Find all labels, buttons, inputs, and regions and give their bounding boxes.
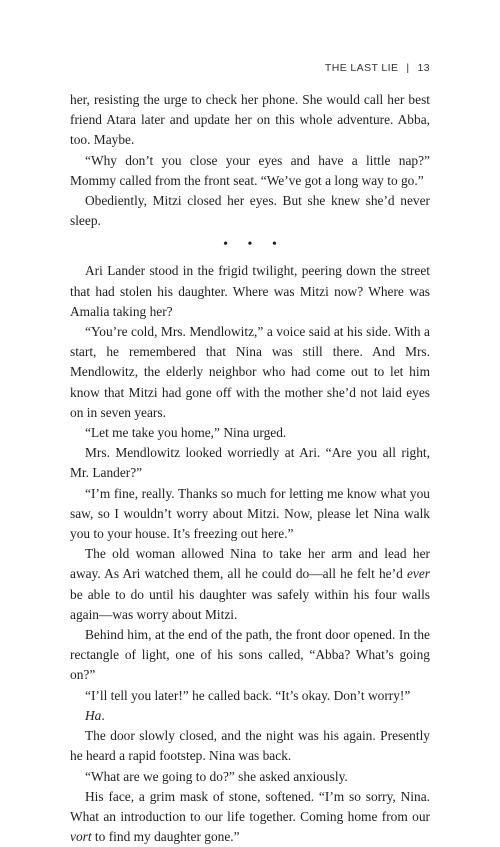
paragraph: “I’ll tell you later!” he called back. “It’s okay. Don’t worry!” <box>85 687 411 703</box>
emphasis: Ha <box>85 707 102 723</box>
scene-break: • • • <box>223 237 285 253</box>
paragraph: “I’m fine, really. Thanks so much for letting me know what you saw, so I wouldn’t worry about Mitzi. Now, please let Nina walk you to your house. It’s freezing out here.” <box>70 485 430 542</box>
paragraph: Obediently, Mitzi closed her eyes. But she knew she’d never sleep. <box>70 193 430 229</box>
paragraph: “You’re cold, Mrs. Mendlowitz,” a voice said at his side. With a start, he remembered that Nina was still there. And Mrs. Mendlowitz, the elderly neighbor who had come out to let him know that Mitzi had gone off with the mother she’d not laid eyes on in seven years. <box>70 324 430 420</box>
text-run: The old woman allowed Nina to take her arm and lead her away. As Ari watched them, all he could do—all he felt he’d <box>70 546 430 582</box>
paragraph <box>70 706 430 726</box>
body-text <box>70 90 430 847</box>
page-number: 13 <box>417 62 430 74</box>
paragraph <box>70 787 430 847</box>
paragraph: Ari Lander stood in the frigid twilight, peering down the street that had stolen his daughter. Where was Mitzi now? Where was Amalia taking her? <box>70 263 430 319</box>
running-head <box>325 62 430 74</box>
text-run: to find my daughter gone.” <box>91 829 240 845</box>
paragraph: The door slowly closed, and the night was his again. Presently he heard a rapid footstep. Nina was back. <box>70 728 430 764</box>
emphasis: ever <box>406 566 430 582</box>
emphasis: vort <box>70 829 92 845</box>
header-separator: | <box>406 62 410 74</box>
paragraph-continued: her, resisting the urge to check her phone. She would call her best friend Atara later and update her on this whole adventure. Abba, too. Maybe. <box>70 92 430 148</box>
paragraph <box>70 544 430 625</box>
paragraph: “What are we going to do?” she asked anxiously. <box>85 768 348 784</box>
paragraph: “Why don’t you close your eyes and have a little nap?” Mommy called from the front seat. “We’ve got a long way to go.” <box>70 152 430 188</box>
text-run: be able to do until his daughter was safely within his four walls again—was worry about Mitzi. <box>70 586 430 622</box>
paragraph: Mrs. Mendlowitz looked worriedly at Ari. “Are you all right, Mr. Lander?” <box>70 445 430 481</box>
paragraph: Behind him, at the end of the path, the front door opened. In the rectangle of light, one of his sons called, “Abba? What’s going on?” <box>70 627 430 683</box>
paragraph: “Let me take you home,” Nina urged. <box>85 425 287 441</box>
book-title: THE LAST LIE <box>324 62 399 74</box>
text-run: His face, a grim mask of stone, softened. “I’m so sorry, Nina. What an introduction to our life together. Coming home from our <box>70 788 430 824</box>
text-run: . <box>101 707 105 723</box>
